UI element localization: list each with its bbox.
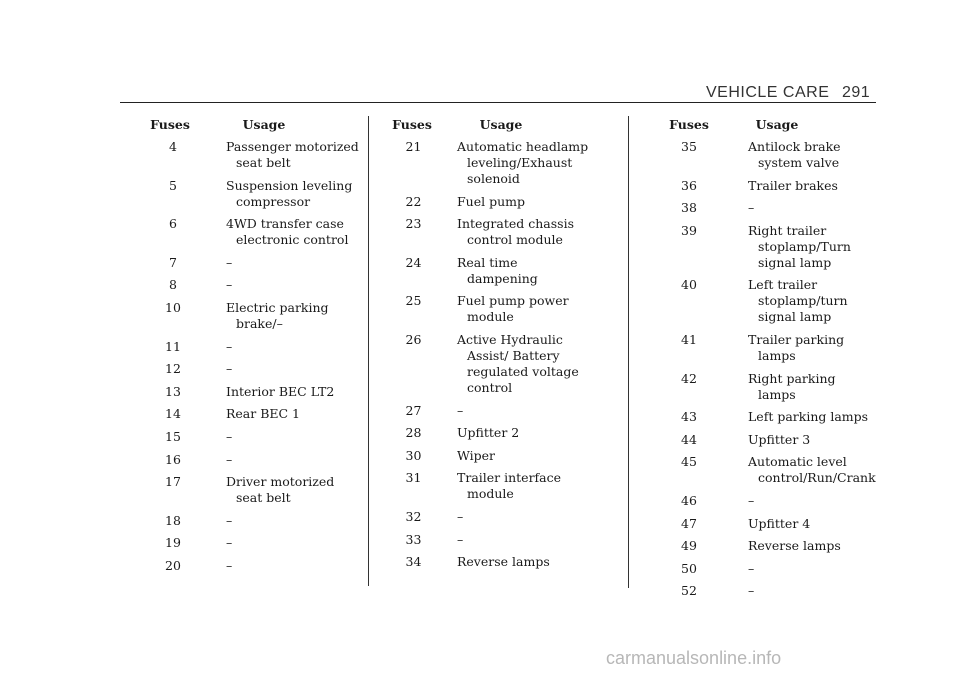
fuse-usage: Fuel pump [457, 193, 525, 209]
column-divider [368, 116, 369, 586]
table-row [370, 532, 628, 548]
fuse-usage: Upfitter 3 [748, 431, 811, 447]
fuse-number: 39 [681, 222, 697, 238]
fuse-usage: Antilock brake system valve [748, 139, 841, 170]
table-row [630, 493, 876, 509]
fuse-number: 28 [405, 425, 422, 441]
fuse-usage: – [226, 254, 233, 270]
fuse-usage: – [226, 277, 233, 293]
table-row [630, 538, 876, 554]
fuse-usage: Integrated chassis control module [457, 216, 574, 248]
fuse-usage: – [226, 338, 233, 354]
fuse-number: 46 [681, 492, 697, 508]
fuse-usage: – [457, 531, 464, 547]
fuse-usage: Real time dampening [457, 254, 538, 286]
fuse-number: 35 [681, 139, 697, 154]
table-row [120, 429, 368, 445]
table-row [120, 513, 368, 529]
fuse-number: 7 [169, 254, 177, 270]
table-row [120, 361, 368, 377]
table-header [630, 117, 876, 133]
fuse-usage: Active Hydraulic Assist/ Battery regulated voltage control [457, 331, 579, 395]
fuse-usage: Upfitter 2 [457, 425, 520, 441]
table-row [370, 332, 628, 396]
fuse-number: 5 [169, 177, 177, 193]
usage-heading: Usage [755, 117, 799, 132]
watermark: carmanualsonline.info [606, 648, 782, 668]
fuse-number: 36 [681, 177, 697, 193]
fuse-usage: – [457, 402, 464, 418]
fuse-usage: Rear BEC 1 [226, 406, 301, 422]
fuse-number: 4 [169, 139, 177, 154]
fuse-number: 16 [165, 451, 181, 467]
fuse-usage: Electric parking brake/– [226, 299, 329, 331]
fuse-usage: Right parking lamps [748, 370, 836, 402]
fuse-number: 30 [405, 447, 422, 463]
fuse-number: 41 [681, 331, 697, 347]
fuses-heading: Fuses [392, 117, 432, 132]
fuse-number: 38 [681, 200, 697, 216]
fuse-number: 14 [165, 406, 181, 422]
fuse-table-column-2 [370, 117, 628, 577]
fuse-number: 52 [681, 583, 697, 599]
fuse-number: 50 [681, 560, 697, 576]
fuse-number: 32 [405, 508, 422, 524]
table-row [630, 178, 876, 194]
table-row [370, 293, 628, 325]
fuse-usage: Interior BEC LT2 [226, 383, 335, 399]
table-row [630, 223, 876, 271]
table-row [630, 277, 876, 325]
table-row [630, 332, 876, 364]
table-row [120, 406, 368, 422]
fuses-heading: Fuses [669, 117, 709, 132]
fuse-table-column-3 [630, 117, 876, 606]
table-row [120, 384, 368, 400]
fuse-number: 18 [165, 512, 181, 528]
fuse-number: 31 [405, 470, 422, 486]
table-row [120, 535, 368, 551]
fuse-usage: 4WD transfer case electronic control [226, 216, 349, 248]
fuse-rows [630, 139, 876, 599]
fuse-usage: Suspension leveling compressor [226, 177, 353, 209]
fuse-usage: Upfitter 4 [748, 515, 811, 531]
fuse-number: 6 [169, 216, 177, 232]
fuse-number: 25 [405, 293, 422, 309]
fuse-number: 11 [165, 338, 181, 354]
fuse-number: 15 [165, 428, 181, 444]
fuse-usage: – [226, 512, 233, 528]
usage-heading: Usage [479, 117, 523, 132]
fuse-usage: – [748, 583, 755, 599]
fuse-usage: Left parking lamps [748, 409, 869, 425]
fuse-number: 27 [405, 402, 422, 418]
fuse-usage: Trailer interface module [457, 470, 562, 502]
table-header [120, 117, 368, 133]
fuse-number: 43 [681, 409, 697, 425]
table-row [630, 516, 876, 532]
fuses-heading: Fuses [150, 117, 190, 132]
fuse-usage: Automatic headlamp leveling/Exhaust solenoid [457, 139, 589, 186]
column-divider [628, 116, 629, 588]
table-row [630, 371, 876, 403]
table-row [370, 403, 628, 419]
table-row [370, 216, 628, 248]
fuse-usage: – [226, 361, 233, 377]
fuse-number: 21 [405, 139, 422, 154]
fuse-usage: – [748, 200, 755, 216]
fuse-usage: Reverse lamps [748, 538, 841, 554]
fuse-number: 23 [405, 216, 422, 232]
fuse-usage: Left trailer stoplamp/turn signal lamp [748, 277, 848, 325]
table-row [630, 432, 876, 448]
fuse-usage: Right trailer stoplamp/Turn signal lamp [748, 222, 851, 270]
fuse-usage: Trailer brakes [748, 177, 838, 193]
fuse-usage: Passenger motorized seat belt [226, 139, 359, 170]
page-number: 291 [842, 84, 871, 101]
fuse-usage: Fuel pump power module [457, 293, 569, 325]
fuse-number: 12 [165, 361, 181, 377]
table-row [630, 561, 876, 577]
usage-heading: Usage [242, 117, 286, 132]
fuse-usage: Trailer parking lamps [748, 331, 845, 363]
section-title: VEHICLE CARE [706, 84, 830, 101]
fuse-number: 26 [405, 331, 422, 347]
fuse-usage: – [748, 560, 755, 576]
table-row [120, 255, 368, 271]
table-row [120, 277, 368, 293]
fuse-number: 33 [405, 531, 422, 547]
table-row [370, 194, 628, 210]
table-header [370, 117, 628, 133]
table-row [630, 139, 876, 171]
table-row [370, 554, 628, 570]
table-row [370, 139, 628, 187]
fuse-number: 17 [165, 474, 181, 490]
fuse-usage: – [226, 535, 233, 551]
table-row [370, 448, 628, 464]
table-row [630, 583, 876, 599]
fuse-usage: – [226, 428, 233, 444]
fuse-usage: Automatic level control/Run/Crank [748, 454, 876, 486]
table-row [120, 558, 368, 574]
fuse-number: 44 [681, 431, 697, 447]
fuse-number: 45 [681, 454, 697, 470]
fuse-number: 19 [165, 535, 181, 551]
fuse-number: 40 [681, 277, 697, 293]
table-row [630, 454, 876, 486]
fuse-number: 42 [681, 370, 697, 386]
fuse-usage: – [226, 557, 233, 573]
fuse-usage: – [226, 451, 233, 467]
table-row [370, 425, 628, 441]
table-row [120, 139, 368, 171]
fuse-usage: Reverse lamps [457, 554, 550, 570]
table-row [120, 300, 368, 332]
fuse-usage: Driver motorized seat belt [226, 474, 335, 506]
fuse-number: 24 [405, 254, 422, 270]
table-row [120, 339, 368, 355]
fuse-rows [120, 139, 368, 574]
fuse-number: 49 [681, 538, 697, 554]
table-row [630, 200, 876, 216]
table-row [630, 409, 876, 425]
fuse-rows [370, 139, 628, 570]
table-row [370, 255, 628, 287]
fuse-number: 22 [405, 193, 422, 209]
table-row [370, 470, 628, 502]
fuse-usage: – [457, 508, 464, 524]
table-row [120, 452, 368, 468]
header-rule [120, 102, 876, 103]
fuse-usage: Wiper [457, 447, 496, 463]
fuse-usage: – [748, 492, 755, 508]
table-row [120, 216, 368, 248]
fuse-number: 20 [165, 557, 181, 573]
fuse-number: 34 [405, 554, 422, 570]
fuse-number: 13 [165, 383, 181, 399]
fuse-number: 10 [165, 299, 181, 315]
fuse-number: 47 [681, 515, 697, 531]
table-row [120, 178, 368, 210]
table-row [370, 509, 628, 525]
fuse-number: 8 [169, 277, 177, 293]
table-row [120, 474, 368, 506]
fuse-table-column-1 [120, 117, 368, 581]
